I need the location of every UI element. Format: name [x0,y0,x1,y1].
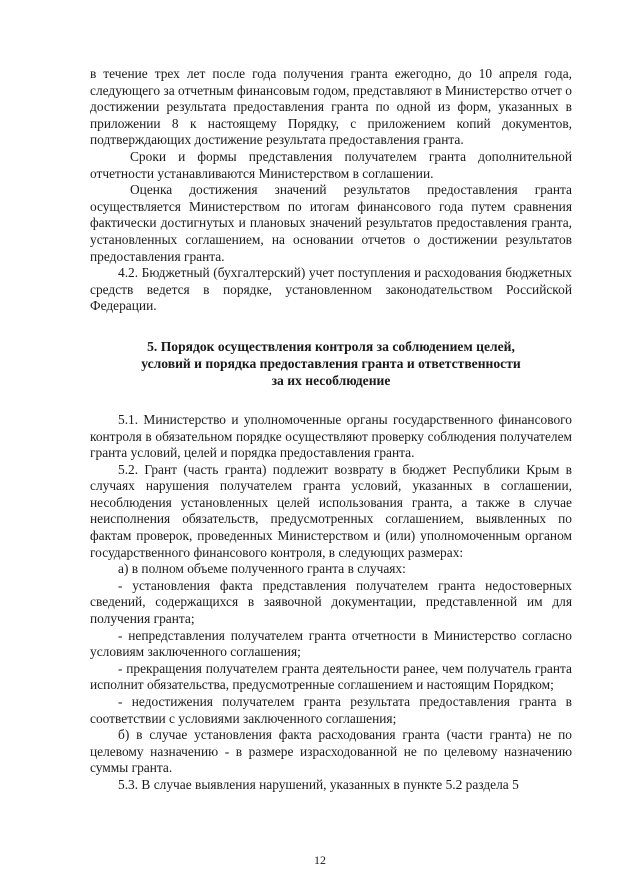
paragraph-reporting-terms: Сроки и формы представления получателем гранта дополнительной отчетности устанавливаются Министерством в соглашении. [90,148,572,181]
section-5-heading-line-1: 5. Порядок осуществления контроля за соблюдением целей, [147,338,515,354]
paragraph-report-deadline: в течение трех лет после года получения гранта ежегодно, до 10 апреля года, следующего за отчетным финансовым годом, представляют в Министерство отчет о достижении результата предоставления гранта по одной из форм, указанных в приложении 8 к настоящему Порядку, с приложением копий документов, подтверждающих достижение результата предоставления гранта. [90,66,572,148]
list-item-activity-termination: - прекращения получателем гранта деятельности ранее, чем получатель гранта исполнит обязательства, предусмотренные соглашением и настоящим Порядком; [90,660,572,693]
document-page [90,66,572,794]
list-item-b-misuse: б) в случае установления факта расходования гранта (части гранта) не по целевому назначению - в размере израсходованной не по целевому назначению суммы гранта. [90,727,572,776]
section-5-heading-line-2: условий и порядка предоставления гранта и ответственности [141,355,521,371]
list-item-result-not-achieved: - недостижения получателем гранта результата предоставления гранта в соответствии с условиями заключенного соглашения; [90,694,572,726]
paragraph-results-evaluation: Оценка достижения значений результатов предоставления гранта осуществляется Министерством по итогам финансового года путем сравнения фактически достигнутых и плановых значений результатов предоставления гранта, установленных соглашением, на основании отчетов о достижении результатов предоставления гранта. [90,182,572,264]
list-item-false-information: - установления факта представления получателем гранта недостоверных сведений, содержащихся в заявочной документации, представленной им для получения гранта; [90,577,572,627]
list-item-a-full-amount: а) в полном объеме полученного гранта в случаях: [118,561,406,577]
paragraph-5-1-control: 5.1. Министерство и уполномоченные органы государственного финансового контроля в обязательном порядке осуществляют проверку соблюдения получателем гранта условий, целей и порядка предоставления гранта. [90,411,572,461]
list-item-no-reporting: - непредставления получателем гранта отчетности в Министерство согласно условиям заключенного соглашения; [90,627,572,660]
section-5-heading-line-3: за их несоблюдение [271,372,391,388]
page-number: 12 [314,853,326,867]
paragraph-5-3-violations: 5.3. В случае выявления нарушений, указанных в пункте 5.2 раздела 5 [118,776,519,792]
section-5-heading [90,338,572,389]
paragraph-5-2-refund: 5.2. Грант (часть гранта) подлежит возврату в бюджет Республики Крым в случаях нарушения получателем гранта условий, указанных в соглашении, несоблюдения установленных целей использования гранта, а также в случае неисполнения обязательств, предусмотренных соглашением, выявленных по фактам проверок, проведенных Министерством и (или) уполномоченным органом государственного финансового контроля, в следующих размерах: [90,461,572,560]
paragraph-4-2-accounting: 4.2. Бюджетный (бухгалтерский) учет поступления и расходования бюджетных средств ведется в порядке, установленном законодательством Российской Федерации. [90,265,572,314]
